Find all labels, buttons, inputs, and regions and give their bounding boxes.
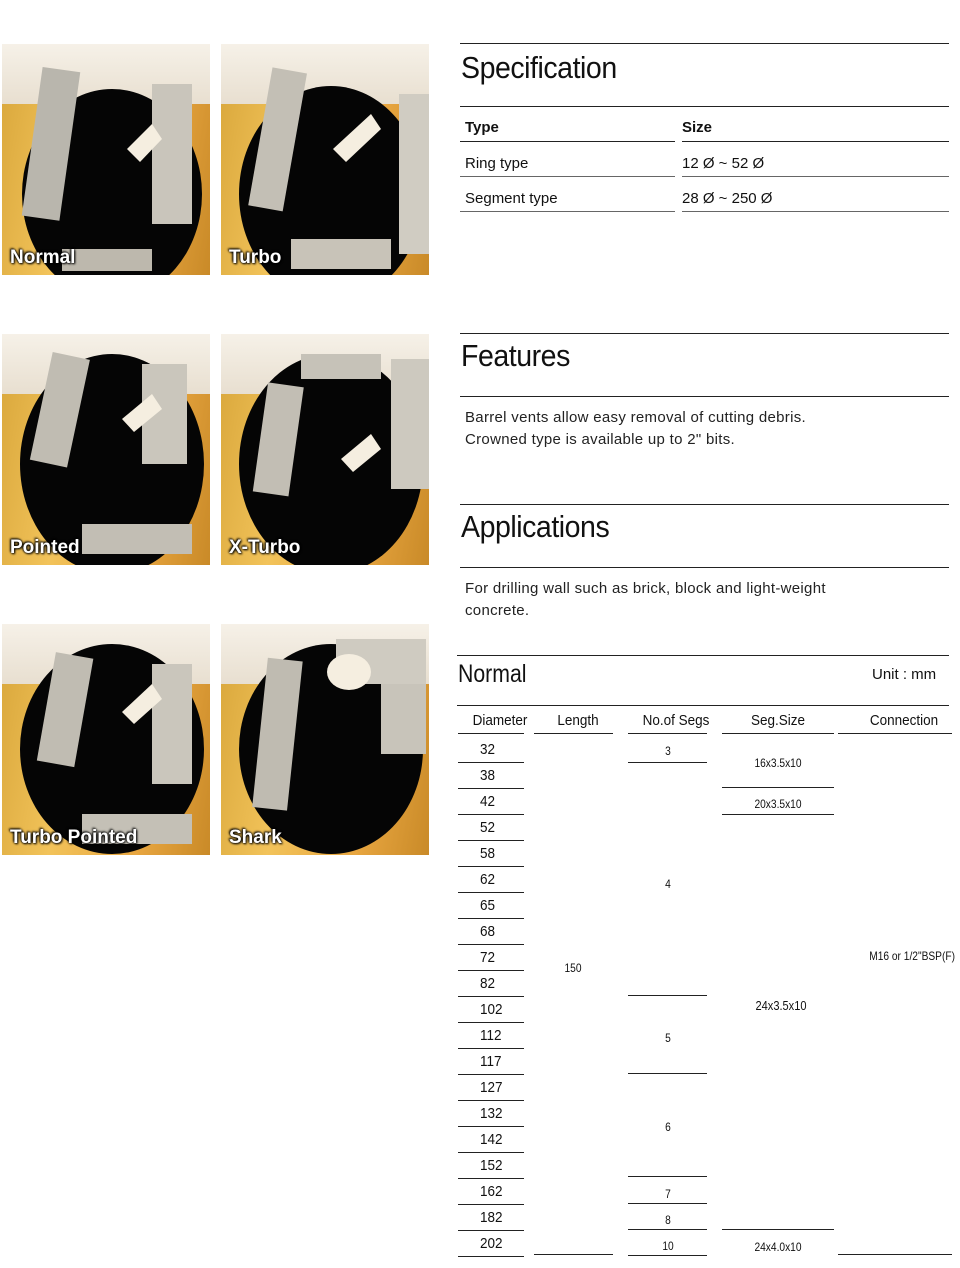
diameter-cell: 68	[480, 923, 496, 940]
table-unit: Unit : mm	[872, 666, 937, 683]
divider	[628, 1255, 707, 1256]
divider	[682, 211, 949, 212]
diameter-cell: 142	[480, 1131, 503, 1148]
diameter-cell: 52	[480, 819, 496, 836]
product-photo-pointed	[2, 334, 210, 565]
divider	[458, 733, 524, 734]
divider	[460, 504, 949, 505]
divider	[682, 176, 949, 177]
features-line-2: Crowned type is available up to 2" bits.	[465, 431, 735, 448]
seg-size-value: 20x3.5x10	[754, 797, 802, 811]
core-bit-image	[221, 334, 429, 565]
divider	[460, 567, 949, 568]
diameter-cell: 32	[480, 741, 496, 758]
tile-label: Turbo	[229, 247, 282, 268]
spec-type-ring: Ring type	[465, 155, 529, 172]
divider	[460, 43, 949, 44]
divider	[722, 1229, 834, 1230]
divider	[458, 996, 524, 997]
applications-title: Applications	[461, 509, 610, 544]
spec-size-ring: 12 Ø ~ 52 Ø	[682, 155, 765, 172]
divider	[458, 866, 524, 867]
tile-label: Normal	[10, 247, 76, 268]
diameter-cell: 117	[480, 1053, 502, 1070]
segs-value: 7	[665, 1187, 671, 1201]
divider	[458, 1074, 524, 1075]
diameter-cell: 127	[480, 1079, 503, 1096]
seg-size-value: 24x4.0x10	[754, 1240, 802, 1254]
segs-value: 4	[665, 877, 671, 891]
specification-title: Specification	[461, 50, 617, 85]
applications-line-2: concrete.	[465, 602, 530, 619]
diameter-cell: 152	[480, 1157, 503, 1174]
divider	[460, 396, 949, 397]
length-value: 150	[564, 961, 582, 975]
core-bit-image	[221, 624, 429, 855]
table-title: Normal	[458, 660, 527, 688]
divider	[722, 787, 834, 788]
product-photo-turbo-pointed	[2, 624, 210, 855]
divider	[628, 1229, 707, 1230]
applications-line-1: For drilling wall such as brick, block and light-weight	[465, 580, 826, 597]
diameter-cell: 102	[480, 1001, 503, 1018]
segs-value: 8	[665, 1213, 671, 1227]
divider	[460, 176, 675, 177]
core-bit-image	[2, 44, 210, 275]
divider	[458, 840, 524, 841]
divider	[628, 1073, 707, 1074]
core-bit-image	[2, 624, 210, 855]
core-bit-image	[2, 334, 210, 565]
col-head-connection: Connection	[869, 712, 939, 729]
divider	[628, 995, 707, 996]
diameter-cell: 202	[480, 1235, 503, 1252]
connection-value: M16 or 1/2"BSP(F)	[869, 949, 956, 963]
diameter-cell: 62	[480, 871, 496, 888]
diameter-cell: 65	[480, 897, 496, 914]
divider	[458, 788, 524, 789]
divider	[458, 1178, 524, 1179]
divider	[458, 1230, 524, 1231]
core-bit-image	[221, 44, 429, 275]
diameter-cell: 182	[480, 1209, 503, 1226]
tile-label: Turbo Pointed	[10, 827, 138, 848]
divider	[682, 141, 949, 142]
divider	[458, 1022, 524, 1023]
seg-size-value: 16x3.5x10	[754, 756, 802, 770]
divider	[722, 814, 834, 815]
divider	[460, 141, 675, 142]
divider	[460, 106, 949, 107]
divider	[458, 1152, 524, 1153]
product-photo-normal	[2, 44, 210, 275]
diameter-cell: 132	[480, 1105, 503, 1122]
features-title: Features	[461, 338, 570, 373]
diameter-cell: 82	[480, 975, 496, 992]
diameter-cell: 112	[480, 1027, 502, 1044]
segs-value: 3	[665, 744, 671, 758]
divider	[838, 1254, 952, 1255]
diameter-cell: 162	[480, 1183, 503, 1200]
product-photo-turbo	[221, 44, 429, 275]
spec-head-size: Size	[682, 119, 713, 136]
spec-head-type: Type	[465, 119, 499, 136]
divider	[458, 1204, 524, 1205]
divider	[460, 333, 949, 334]
divider	[534, 1254, 613, 1255]
segs-value: 5	[665, 1031, 671, 1045]
divider	[458, 892, 524, 893]
divider	[458, 1048, 524, 1049]
spec-size-segment: 28 Ø ~ 250 Ø	[682, 190, 773, 207]
col-head-diameter: Diameter	[472, 712, 528, 729]
diameter-cell: 38	[480, 767, 496, 784]
divider	[534, 733, 613, 734]
col-head-length: Length	[557, 712, 599, 729]
tile-label: Pointed	[10, 537, 80, 558]
divider	[628, 762, 707, 763]
divider	[628, 1203, 707, 1204]
divider	[458, 918, 524, 919]
divider	[458, 970, 524, 971]
divider	[458, 762, 524, 763]
divider	[838, 733, 952, 734]
col-head-segs: No.of Segs	[642, 712, 710, 729]
spec-type-segment: Segment type	[465, 190, 558, 207]
diameter-cell: 72	[480, 949, 496, 966]
diameter-cell: 42	[480, 793, 496, 810]
divider	[458, 944, 524, 945]
segs-value: 10	[662, 1239, 674, 1253]
tile-label: X-Turbo	[229, 537, 301, 558]
tile-label: Shark	[229, 827, 282, 848]
product-photo-shark	[221, 624, 429, 855]
segs-value: 6	[665, 1120, 671, 1134]
divider	[458, 1256, 524, 1257]
divider	[457, 705, 949, 706]
divider	[457, 655, 949, 656]
product-photo-x-turbo	[221, 334, 429, 565]
col-head-seg-size: Seg.Size	[750, 712, 806, 729]
divider	[628, 1176, 707, 1177]
diameter-cell: 58	[480, 845, 496, 862]
divider	[722, 733, 834, 734]
seg-size-value: 24x3.5x10	[755, 998, 807, 1013]
divider	[458, 1126, 524, 1127]
divider	[628, 733, 707, 734]
divider	[458, 1100, 524, 1101]
divider	[460, 211, 675, 212]
divider	[458, 814, 524, 815]
features-line-1: Barrel vents allow easy removal of cutting debris.	[465, 409, 806, 426]
